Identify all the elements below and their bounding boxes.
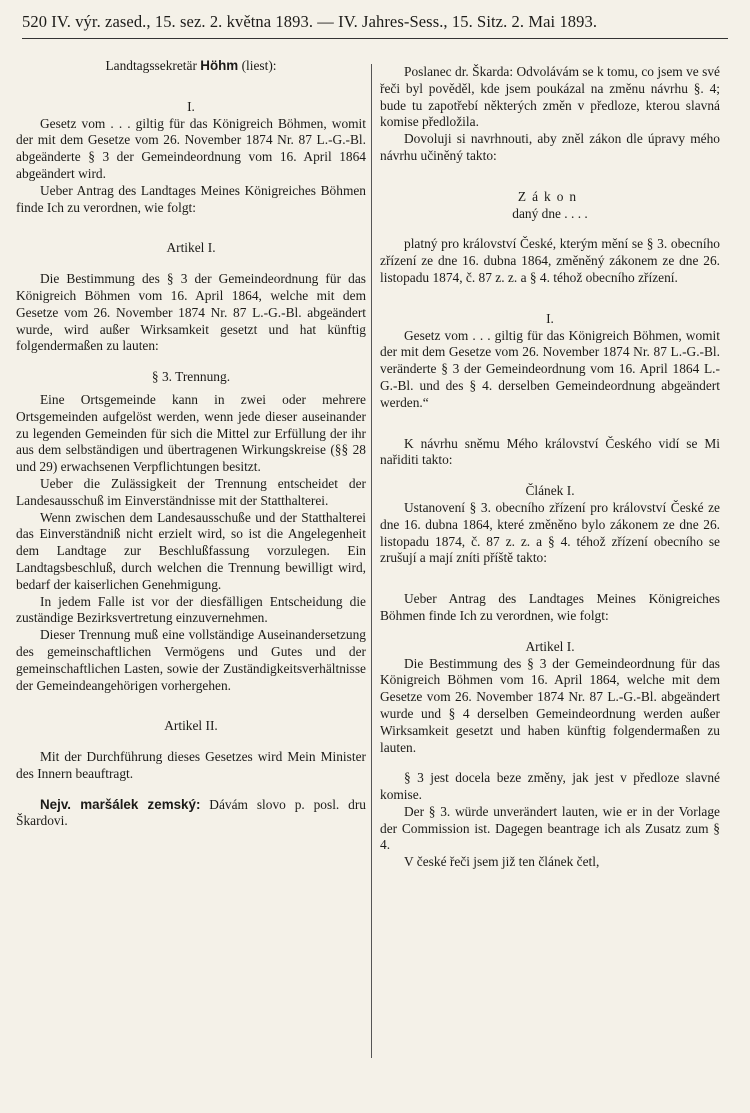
addition-paragraph: Der § 3. würde unverändert lauten, wie er in der Vorlage der Commission ist. Dagegen beantrage ich als Zusatz zum § 4. — [380, 803, 720, 853]
zakon-date: daný dne . . . . — [512, 205, 588, 221]
district-paragraph: In jedem Falle ist vor der diesfälligen Entscheidung die zuständige Bezirksvertretung einzuvernehmen. — [16, 593, 366, 626]
speaker-role: Landtagssekretär — [105, 58, 197, 73]
skarda-paragraph — [380, 64, 720, 131]
column-divider — [371, 64, 372, 1058]
zakon-heading: Zákon — [517, 188, 583, 204]
roman-heading-one: I. — [187, 98, 195, 114]
admissibility-paragraph: Ueber die Zulässigkeit der Trennung entscheidet der Landesausschuß im Einverständnisse mit der Statthalterei. — [16, 475, 366, 508]
right-column — [380, 58, 720, 871]
german-enactment-paragraph: Ueber Antrag des Landtages Meines Königreiches Böhmen finde Ich zu verordnen, wie folgt: — [380, 591, 720, 623]
section-three-heading: § 3. Trennung. — [151, 369, 231, 385]
skarda-name: Poslanec dr. Škarda: — [404, 64, 514, 79]
article-two-heading: Artikel II. — [164, 718, 218, 734]
speaker-intro — [16, 58, 366, 75]
agreement-paragraph: Wenn zwischen dem Landesausschuße und der Statthalterei das Einverständniß nicht erzielt wird, so ist die Angelegenheit dem Landtage zur Beschlußfassung vorzulegen. Ein Landtagsbeschluß, durch welchen die Trennung bewilligt wird, bedarf der kaiserlichen Genehmigung. — [16, 509, 366, 592]
speaker-intro-suffix: (liest): — [238, 58, 277, 73]
zakon-scope-paragraph: platný pro království České, kterým mění se § 3. obecního zřízení ze dne 16. dubna 1864, změněný zákonem ze dne 26. listopadu 1874, č. 87 z. z. a § 4. téhož obecního zřízení. — [380, 236, 720, 285]
czech-article-paragraph: Ustanovení § 3. obecního zřízení pro království České ze dne 16. dubna 1864, které změněno bylo zákonem ze dne 26. listopadu 1874, č. 87 z. z. a § 4. téhož zřízení obecního se zrušují a mají zníti příště takto: — [380, 499, 720, 566]
separation-paragraph: Eine Ortsgemeinde kann in zwei oder mehrere Ortsgemeinden aufgelöst werden, wenn jede dieser auseinander zu legenden Gemeinden für sich die Mittel zur Erfüllung der ihr aus dem selbständigen und übertragenen Wirkungskreise (§§ 28 und 29) erwachsenen Verpflichtungen besitzt. — [16, 391, 366, 475]
enactment-paragraph: Ueber Antrag des Landtages Meines Königreiches Böhmen finde Ich zu verordnen, wie folgt: — [16, 182, 366, 215]
skarda-text: Odvolávám se k tomu, co jsem ve své řeči byl pověděl, kde jsem poukázal na změnu návrhu §. 4; bude tu zapotřebí některých změn v předloze, kterou slavná komise předložila. — [380, 64, 720, 130]
german-title-paragraph: Gesetz vom . . . giltig für das Königreich Böhmen, womit der mit dem Gesetze vom 26. November 1874 Nr. 87 L.-G.-Bl. veränderte § 3 der Gemeindeordnung vom 16. April 1864 L.-G.-Bl. und des § 4. derselben Gemeindeordnung abgeändert werden.“ — [380, 327, 720, 410]
clanek-heading: Článek I. — [525, 483, 575, 499]
german-article-paragraph: Die Bestimmung des § 3 der Gemeindeordnung für das Königreich Böhmen vom 16. April 1864, welche mit dem Gesetze vom 26. November 1874 Nr. 87 L.-G.-Bl. abgeändert wurde und § 4 derselben Gemeindeordnung werden außer Wirksamkeit gesetzt und haben künftig folgendermaßen zu lauten. — [380, 655, 720, 755]
marshal-paragraph — [16, 797, 366, 831]
property-paragraph: Dieser Trennung muß eine vollständige Auseinandersetzung des gemeinschaftlichen Vermögens und Gutes und der gemeinschaftlichen Lasten, sowie der Zuständigkeitsverhältnisse der Gemeindeangehörigen vorhergehen. — [16, 627, 366, 693]
minister-paragraph: Mit der Durchführung dieses Gesetzes wird Mein Minister des Innern beauftragt. — [16, 749, 366, 781]
roman-heading-one-right: I. — [546, 310, 554, 326]
article-one-paragraph: Die Bestimmung des § 3 der Gemeindeordnung für das Königreich Böhmen vom 16. April 1864, welche mit dem Gesetze vom 26. November 1874 Nr. 87 L.-G.-Bl. abgeändert wurde, wird außer Wirksamkeit gesetzt und hat künftig folgendermaßen zu lauten: — [16, 271, 366, 354]
header-rule — [22, 38, 728, 39]
page-header: 520 IV. výr. zased., 15. sez. 2. května 1893. — IV. Jahres-Sess., 15. Sitz. 2. Mai 1893. — [22, 12, 598, 31]
closing-paragraph: V české řeči jsem již ten článek četl, — [404, 854, 600, 870]
marshal-name: Nejv. maršálek zemský: — [40, 796, 201, 812]
proposal-paragraph: Dovoluji si navrhnouti, aby zněl zákon dle úpravy mého návrhu učiněný takto: — [380, 131, 720, 163]
law-title-paragraph: Gesetz vom . . . giltig für das Königreich Böhmen, womit der mit dem Gesetze vom 26. November 1874 Nr. 87 L.-G.-Bl. abgeänderte § 3 der Gemeindeordnung vom 16. April 1864 abgeändert wird. — [16, 115, 366, 181]
article-one-heading-right: Artikel I. — [525, 638, 575, 654]
speaker-name: Höhm — [200, 58, 239, 73]
left-column — [16, 58, 366, 830]
unchanged-note-paragraph: § 3 jest docela beze změny, jak jest v předloze slavné komise. — [380, 770, 720, 803]
czech-enactment-paragraph: K návrhu sněmu Mého království Českého vidí se Mi nařiditi takto: — [380, 435, 720, 468]
article-one-heading: Artikel I. — [166, 240, 216, 256]
marshal-text: Dávám slovo p. posl. dru Škardovi. — [16, 796, 366, 829]
